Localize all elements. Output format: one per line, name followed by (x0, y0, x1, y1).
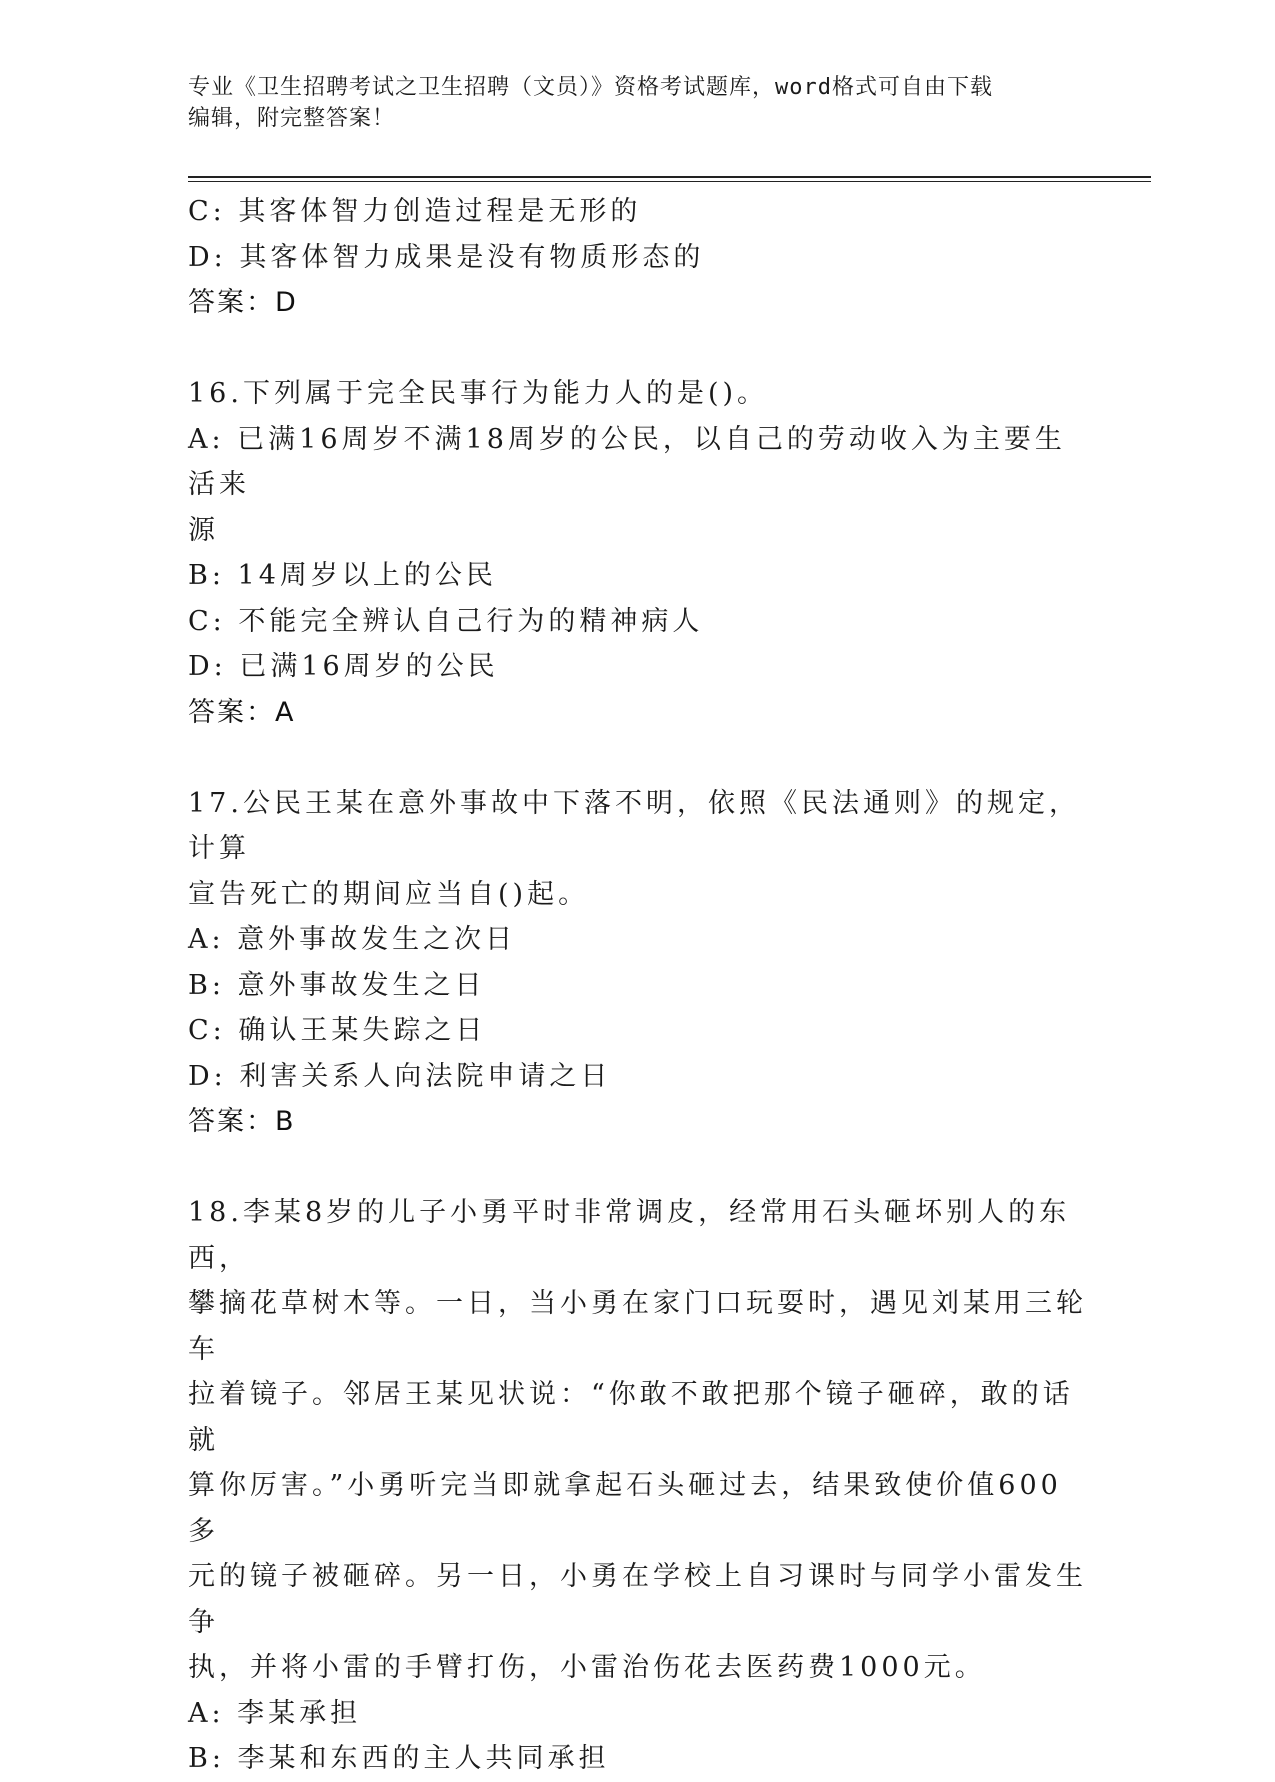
question-18 (188, 1190, 1088, 1782)
option-a: A: 意外事故发生之次日 (188, 924, 517, 955)
document-header (188, 72, 1088, 134)
header-title-line-2: 编辑，附完整答案！ (188, 106, 396, 131)
question-stem: 16.下列属于完全民事行为能力人的是()。 (188, 378, 769, 409)
option-c: C: 确认王某失踪之日 (188, 1015, 487, 1046)
option-b: B: 李某和东西的主人共同承担 (188, 1743, 610, 1774)
answer-line: 答案：D (188, 287, 298, 318)
answer-line: 答案：A (188, 696, 296, 728)
option-d: D: 其客体智力成果是没有物质形态的 (188, 241, 705, 273)
option-a-continuation: 源 (188, 514, 219, 546)
question-stem-line-2: 攀摘花草树木等。一日，当小勇在家门口玩耍时，遇见刘某用三轮车 (188, 1288, 1087, 1365)
question-stem-line-2: 宣告死亡的期间应当自()起。 (188, 878, 590, 910)
spacer (188, 1145, 1088, 1191)
option-d: D: 已满16周岁的公民 (188, 651, 499, 682)
question-16 (188, 371, 1088, 735)
header-divider-thick (188, 176, 1151, 178)
answer-line: 答案：B (188, 1106, 296, 1137)
question-stem-line-4: 算你厉害。”小勇听完当即就拿起石头砸过去，结果致使价值600多 (188, 1470, 1062, 1547)
question-stem-line-1: 17.公民王某在意外事故中下落不明，依照《民法通则》的规定，计算 (188, 787, 1080, 864)
spacer (188, 735, 1088, 781)
option-d: D: 利害关系人向法院申请之日 (188, 1060, 612, 1092)
option-b: B: 意外事故发生之日 (188, 969, 486, 1001)
question-stem-line-3: 拉着镜子。邻居王某见状说：“你敢不敢把那个镜子砸碎，敢的话就 (188, 1379, 1074, 1456)
option-a: A: 已满16周岁不满18周岁的公民，以自己的劳动收入为主要生活来 (188, 423, 1066, 500)
question-17 (188, 781, 1088, 1145)
question-content (188, 189, 1088, 1782)
option-c: C: 不能完全辨认自己行为的精神病人 (188, 605, 704, 637)
question-stem-line-5: 元的镜子被砸碎。另一日，小勇在学校上自习课时与同学小雷发生争 (188, 1561, 1087, 1638)
question-stem-line-1: 18.李某8岁的儿子小勇平时非常调皮，经常用石头砸坏别人的东西， (188, 1197, 1071, 1274)
spacer (188, 326, 1088, 372)
option-c: C: 其客体智力创造过程是无形的 (188, 196, 642, 227)
option-b: B: 14周岁以上的公民 (188, 560, 497, 591)
header-title-line-1: 专业《卫生招聘考试之卫生招聘（文员）》资格考试题库，word格式可自由下载 (188, 75, 993, 100)
option-a: A: 李某承担 (188, 1697, 362, 1729)
question-15-tail (188, 189, 1088, 326)
question-stem-line-6: 执，并将小雷的手臂打伤，小雷治伤花去医药费1000元。 (188, 1652, 986, 1683)
header-divider-thin (188, 181, 1151, 182)
